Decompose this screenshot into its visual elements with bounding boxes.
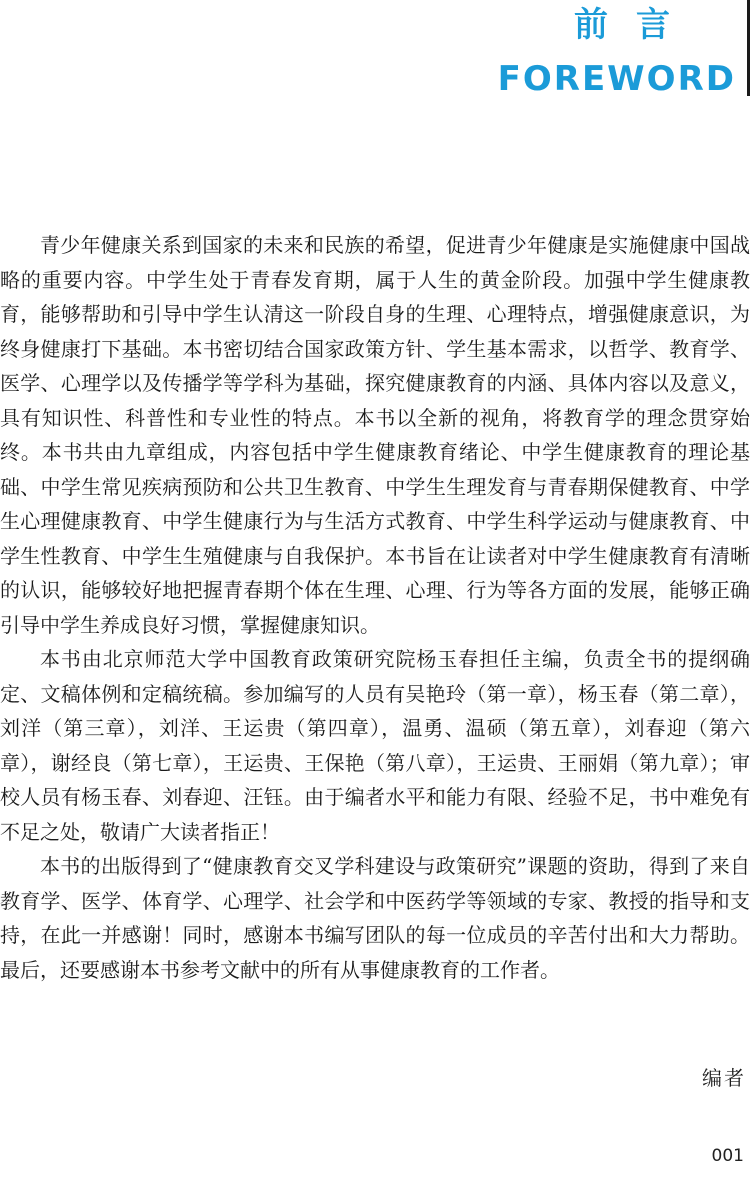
- paragraph-authors: 本书由北京师范大学中国教育政策研究院杨玉春担任主编，负责全书的提纲确定、文稿体例和定稿统稿。参加编写的人员有吴艳玲（第一章），杨玉春（第二章），刘洋（第三章），刘洋、王运贵（第四章），温勇、温硕（第五章），刘春迎（第六章），谢经良（第七章），王运贵、王保艳（第八章），王运贵、王丽娟（第九章）；审校人员有杨玉春、刘春迎、汪钰。由于编者水平和能力有限、经验不足，书中难免有不足之处，敬请广大读者指正！: [0, 647, 750, 844]
- paragraph-acknowledgements: 本书的出版得到了“健康教育交叉学科建设与政策研究”课题的资助，得到了来自教育学、医学、体育学、心理学、社会学和中医药学等领域的专家、教授的指导和支持，在此一并感谢！同时，感谢本书编写团队的每一位成员的辛苦付出和大力帮助。最后，还要感谢本书参考文献中的所有从事健康教育的工作者。: [0, 854, 750, 982]
- paragraph-intro: 青少年健康关系到国家的未来和民族的希望，促进青少年健康是实施健康中国战略的重要内容。中学生处于青春发育期，属于人生的黄金阶段。加强中学生健康教育，能够帮助和引导中学生认清这一阶段自身的生理、心理特点，增强健康意识，为终身健康打下基础。本书密切结合国家政策方针、学生基本需求，以哲学、教育学、医学、心理学以及传播学等学科为基础，探究健康教育的内涵、具体内容以及意义，具有知识性、科普性和专业性的特点。本书以全新的视角，将教育学的理念贯穿始终。本书共由九章组成，内容包括中学生健康教育绪论、中学生健康教育的理论基础、中学生常见疾病预防和公共卫生教育、中学生生理发育与青春期保健教育、中学生心理健康教育、中学生健康行为与生活方式教育、中学生科学运动与健康教育、中学生性教育、中学生生殖健康与自我保护。本书旨在让读者对中学生健康教育有清晰的认识，能够较好地把握青春期个体在生理、心理、行为等各方面的发展，能够正确引导中学生养成良好习惯，掌握健康知识。: [0, 233, 750, 637]
- page-number: 001: [711, 1146, 744, 1166]
- page-subtitle: FOREWORD: [497, 59, 736, 99]
- page-title: 前言: [574, 5, 698, 45]
- signature: 编者: [702, 1066, 746, 1090]
- foreword-body: [0, 228, 750, 987]
